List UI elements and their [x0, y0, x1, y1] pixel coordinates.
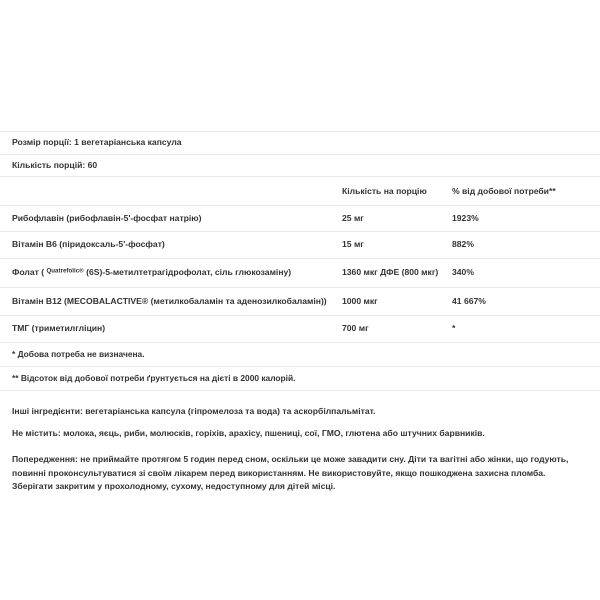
notes-section — [0, 391, 600, 493]
folate-label-prefix: Фолат ( — [12, 266, 47, 277]
column-header-amount-per-serving: Кількість на порцію — [340, 177, 450, 206]
warning-text: Попередження: не приймайте протягом 5 годин перед сном, оскільки це може завадити сну. Діти та вагітні або жінки, що годують, повинні проконсультуватися зі своїм лікарем перед використанням. Не використовуйте, якщо пошкоджена захисна пломба. Зберігати закритим у прохолодному, сухому, недоступному для дітей місці. — [12, 454, 569, 491]
table-row — [0, 316, 600, 343]
column-header-name — [0, 177, 340, 206]
ingredient-amount: 25 мг — [340, 205, 450, 232]
ingredient-amount: 1360 мкг ДФЕ (800 мкг) — [340, 258, 450, 287]
supplement-facts-table — [0, 131, 600, 390]
ingredient-amount: 1000 мкг — [340, 287, 450, 316]
ingredient-amount: 15 мг — [340, 232, 450, 259]
table-row-footnote — [0, 367, 600, 391]
free-from-text: Не містить: молока, яєць, риби, молюсків, горіхів, арахісу, пшениці, сої, ГМО, глютена або штучних барвників. — [12, 427, 485, 438]
footnote-daily-value-not-established: * Добова потреба не визначена. — [0, 342, 600, 366]
ingredient-daily-value: 340% — [450, 258, 600, 287]
servings-per-container-text: Кількість порцій: 60 — [0, 154, 600, 177]
table-row — [0, 205, 600, 232]
ingredient-daily-value: * — [450, 316, 600, 343]
quatrefolic-trademark: Quatrefolic® — [46, 267, 84, 275]
serving-size-text: Розмір порції: 1 вегетаріанська капсула — [0, 132, 600, 155]
footnote-percent-daily-value-basis: ** Відсоток від добової потреби ґрунтується на дієті в 2000 калорій. — [0, 367, 600, 391]
column-header-percent-daily-value: % від добової потреби** — [450, 177, 600, 206]
ingredient-name: Вітамін B12 (MECOBALACTIVE® (метилкобаламін та аденозилкобаламін)) — [0, 287, 340, 316]
ingredient-daily-value: 882% — [450, 232, 600, 259]
table-row — [0, 232, 600, 259]
ingredient-name: Рибофлавін (рибофлавін-5'-фосфат натрію) — [0, 205, 340, 232]
table-row-servings-count — [0, 154, 600, 177]
other-ingredients-text: Інші інгредієнти: вегетаріанська капсула (гіпромелоза та вода) та аскорбілпальмітат. — [12, 406, 376, 417]
folate-label-suffix: (6S)-5-метилтетрагідрофолат, сіль глюкозаміну) — [83, 266, 292, 277]
ingredient-name: ТМГ (триметилгліцин) — [0, 316, 340, 343]
ingredient-amount: 700 мг — [340, 316, 450, 343]
ingredient-name: Вітамін B6 (піридоксаль-5'-фосфат) — [0, 232, 340, 259]
top-whitespace — [0, 0, 600, 131]
table-row-serving-size — [0, 132, 600, 155]
table-header-row — [0, 177, 600, 206]
table-row-footnote — [0, 342, 600, 366]
ingredient-daily-value: 41 667% — [450, 287, 600, 316]
ingredient-name — [0, 258, 340, 287]
table-row — [0, 287, 600, 316]
ingredient-daily-value: 1923% — [450, 205, 600, 232]
table-row — [0, 258, 600, 287]
